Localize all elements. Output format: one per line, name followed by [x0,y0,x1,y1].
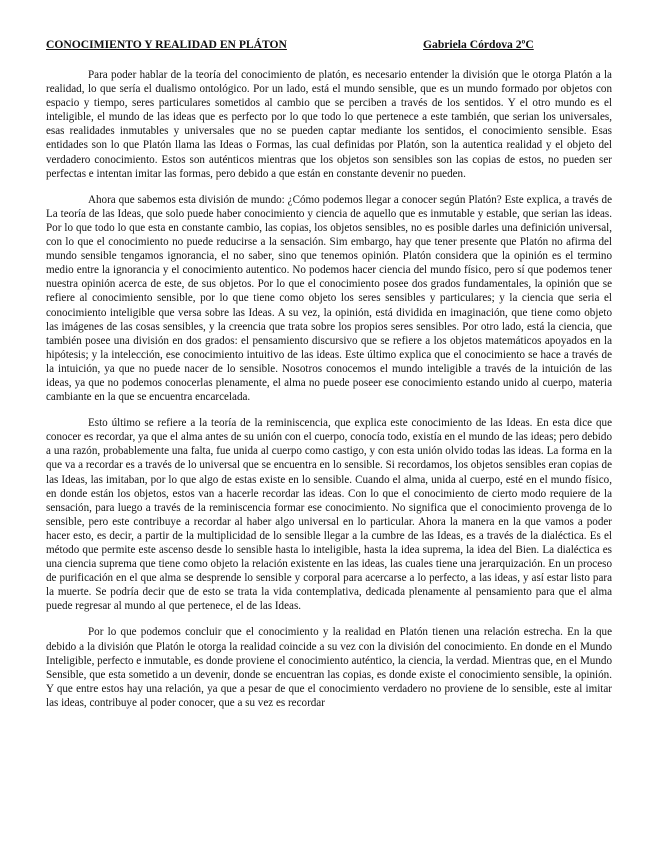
author-name: Gabriela Córdova 2ºC [423,38,534,51]
document-page [46,38,612,722]
paragraph-2: Ahora que sabemos esta división de mundo: ¿Cómo podemos llegar a conocer según Platón? Este explica, a través de La teoría de las Ideas, que solo puede haber conocimiento y ciencia de aquello que es inmutable y estable, que serian las ideas. Por lo que todo lo que esta en constante cambio, las copias, los objetos sensibles, no es posible darles una definición universal, con lo que el conocimiento no puede reducirse a la sensación. Sim embargo, hay que tener presente que Platón no afirma del mundo sensible tengamos ignorancia, el no saber, sino que tenemos opinión. Platón considera que la opinión es el termino medio entre la ignorancia y el conocimiento autentico. No podemos hacer ciencia del mundo físico, pero sí que podemos tener nuestra opinión acerca de este, de sus objetos. Por lo que el conocimiento posee dos grados fundamentales, la opinión que se refiere al conocimiento sensible, por lo que tiene como objeto los seres sensibles y particulares; y la ciencia que seria el conocimiento inteligible que versa sobre las Ideas. A su vez, la opinión, está dividida en imaginación, que tiene como objeto las imágenes de las cosas sensibles, y la creencia que trata sobre los propios seres sensibles. Por otro lado, está la ciencia, que también posee una división en dos grados: el pensamiento discursivo que se refiere a los objetos matemáticos apoyados en la hipótesis; y la intelección, ese conocimiento intuitivo de las ideas. Este último explica que el conocimiento se hace a través de la intuición, ya que no puede nacer de lo sensible. Nosotros conocemos el mundo inteligible a través de la intuición de las ideas, ya que no podemos conocerlas plenamente, el alma no puede poseer ese conocimiento estando unido al cuerpo, materia cambiante en la que se encuentra encarcelada. [46,193,612,404]
document-header [46,38,612,58]
document-body [46,68,612,710]
paragraph-4: Por lo que podemos concluir que el conocimiento y la realidad en Platón tienen una relación estrecha. En la que debido a la división que Platón le otorga la realidad coincide a su vez con la división del conocimiento. En donde en el Mundo Inteligible, perfecto e inmutable, es donde proviene el conocimiento auténtico, la ciencia, la verdad. Mientras que, en el Mundo Sensible, que esta sometido a un devenir, donde se encuentran las copias, es donde existe el conocimiento sensible, la opinión. Y que entre estos hay una relación, ya que a pesar de que el conocimiento verdadero no proviene de lo sensible, este al imitar las ideas, contribuye al poder conocer, que a su vez es recordar [46,626,612,709]
document-title: CONOCIMIENTO Y REALIDAD EN PLÁTON [46,38,287,51]
paragraph-1: Para poder hablar de la teoría del conocimiento de platón, es necesario entender la división que le otorga Platón a la realidad, lo que sería el dualismo ontológico. Por un lado, está el mundo sensible, que es un mundo formado por objetos con espacio y tiempo, seres particulares sometidos al cambio que se perciben a través de los sentidos. Y el otro mundo es el inteligible, el mundo de las ideas que es perfecto por lo que todo lo que pertenece a este también, que serian los universales, esas realidades inmutables y universales que no se pueden captar mediante los sentidos, el conocimiento sensible. Esas entidades son lo que Platón llama las Ideas o Formas, las cual definidas por Platón, son la autentica realidad y el objeto del verdadero conocimiento. Estos son auténticos mientras que los objetos son sensibles son las copias de estos, no pueden ser perfectas e intentan imitar las formas, pero debido a que están en constante devenir no pueden. [46,69,612,180]
paragraph-3: Esto último se refiere a la teoría de la reminiscencia, que explica este conocimiento de las Ideas. En esta dice que conocer es recordar, ya que el alma antes de su unión con el cuerpo, conocía todo, existía en el mundo de las ideas; pero debido a una razón, probablemente una falta, fue unida al cuerpo como castigo, y con esta unión olvido todas las ideas. La forma en la que va a recordar es a través de lo universal que se encuentra en lo sensible. Si recordamos, los objetos sensibles eran copias de las Ideas, las imitaban, por lo que algo de estas existe en lo sensible. Cuando el alma, unida al cuerpo, esté en el mundo físico, en donde están los objetos, estos van a hacerle recordar las ideas. Con lo que el conocimiento de cierto modo requiere de la sensación, para luego a través de la reminiscencia formar ese conocimiento. No significa que el conocimiento provenga de lo sensible, pero este contribuye a recordar al haber algo universal en lo particular. Ahora la manera en la que vamos a poder hacer esto, es decir, a partir de la multiplicidad de lo sensible llegar a la cumbre de las Ideas, es a través de la dialéctica. Es el método que permite este ascenso desde lo sensible hasta lo inteligible, hasta la idea suprema, la idea del Bien. La dialéctica es una ciencia suprema que tiene como objeto la relación existente en las ideas, las cuales tiene una jerarquización. En un proceso de purificación en el que alma se desprende lo sensible y corporal para acercarse a lo perfecto, a las ideas, y así estar listo para la muerte. Se podría decir que de esto se trata la vida contemplativa, dedicada plenamente al pensamiento para que el alma puede regresar al mundo al que pertenece, el de las Ideas. [46,417,612,613]
